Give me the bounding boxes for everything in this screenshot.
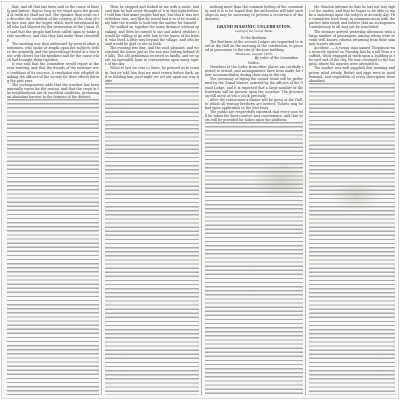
- text-lines-filler: [7, 99, 99, 395]
- article-paragraph: We walked on together for some distance without speaking, and then he turned to me and asked whether I would be willing to go with him to the house of his friend, who lived a little way beyond the village, and who he said would be glad to see us both.: [105, 25, 199, 46]
- article-paragraph: The evening was fine, and the road pleasant, and we reached the house just as the sun was setting behind the hills. The old gentleman received us kindly, and we spent an agreeable hour in conversation upon many topics of the day.: [105, 45, 199, 67]
- notice-text: The Brethren of the several Lodges are requested to meet at the Hall on the morning of the celebration, to proceed in procession to the site of the new building.: [205, 39, 303, 53]
- article-paragraph: It was said that the committee would report at the next meeting, and that the friends of the measure were confident of its success. A resolution was adopted thanking the officers of the society for their efforts during the past year.: [7, 62, 99, 83]
- article-paragraph: Members of the Order from other places are cordially invited to attend, and arrangements have been made for their accommodation during their stay in the city.: [205, 65, 303, 78]
- article-paragraph: The public are respectfully informed that every care will be taken for their comfort and convenience, and that seats will be provided for ladies upon the platform.: [205, 110, 303, 123]
- column-4: [309, 5, 395, 395]
- headline: GRAND MASONIC CELEBRATION.: [216, 24, 292, 30]
- column-1: [7, 5, 99, 395]
- article-paragraph: The correspondent adds that the weather has been unusually warm for the season, and that the crops in the neighborhood are in excellent condition, promising an abundant harvest to the farmers of the district.: [7, 82, 99, 100]
- column-rule: [101, 5, 102, 395]
- dateline: Montreal, August 1876.: [235, 52, 273, 57]
- article-paragraph: nothing more than the common feeling of the community, and it is to be hoped that the authorities will take such steps as may be necessary to prevent a recurrence of the disorder.: [205, 5, 303, 22]
- article-paragraph: Mr. Stanton informs us that he has not lost sight of the matter, and that he hopes to be able to make a statement upon the subject at an early day. The committee have been in communication with the parties interested, and believe that an arrangement satisfactory to all may yet be concluded.: [309, 5, 395, 30]
- article-paragraph: Then he stopped and looked at me with a smile, and said that he had never thought of it in that light before. I told him that many people had not, but that it was nevertheless true, and that he would find it so if he would only take the trouble to look into the matter for himself.: [105, 5, 199, 26]
- signature: By order of the Committee.: [254, 56, 299, 61]
- column-2: [105, 5, 199, 395]
- text-lines-filler: [105, 83, 199, 395]
- subheadline: Laying of the Corner Stone.: [235, 29, 273, 34]
- salutation: To the Brethren.: [240, 35, 268, 40]
- notice-label: Notice.: [248, 60, 260, 65]
- article-paragraph: The meeting was then addressed by several other gentlemen, who spoke at length upon the subjects before the assembly, and the proceedings closed at a late hour with cheers for the speakers and for the cause which had brought them together.: [7, 41, 99, 63]
- newspaper-page: [1, 1, 399, 399]
- article-paragraph: The steamer arrived yesterday afternoon with a large number of passengers, among whom were several well known citizens returning from their summer travels abroad.: [309, 29, 395, 46]
- column-rule: [305, 5, 306, 395]
- column-rule: [201, 5, 202, 395]
- article-paragraph: that, and all that has been said in the cause of liberty and justice, that so long as we stand upon the ground of truth we shall not fail. The speaker then went on to describe the condition of the country at the close of the late war, and the hopes which were entertained by all who had labored for the restoration of the Union. He said that the people had been called upon to make great sacrifices, and that they had made them cheerfully.: [7, 5, 99, 42]
- column-3: [205, 5, 303, 395]
- article-paragraph: The ceremony of laying the corner stone will be performed by the Grand Master, assisted by the officers of the Grand Lodge, and it is expected that a large number of the fraternity will be present upon the occasion. The procession will move at ten o'clock precisely.: [205, 77, 303, 98]
- text-lines-filler: [205, 122, 303, 395]
- article-paragraph: When at last we rose to leave, he pressed us to remain, but we told him that we must return before dark, and so bidding him good night we set out upon our way home.: [105, 66, 199, 83]
- announcement-heading: [205, 24, 303, 33]
- article-paragraph: The market was well supplied this morning and prices ruled steady. Butter and eggs were in good demand, and vegetables of every description were abundant.: [309, 66, 395, 83]
- article-paragraph: After the ceremonies a dinner will be given at the Hall, to which all visiting brethren are invited. Tickets may be had upon application to the Secretary.: [205, 97, 303, 111]
- text-lines-filler: [309, 83, 395, 395]
- article-paragraph: Accident. — A young man named Thompson was severely injured on Tuesday last by a fall from a scaffold, while engaged at work upon a building in the east end of the city. He was conveyed to the hospital, where his injuries were attended to.: [309, 45, 395, 67]
